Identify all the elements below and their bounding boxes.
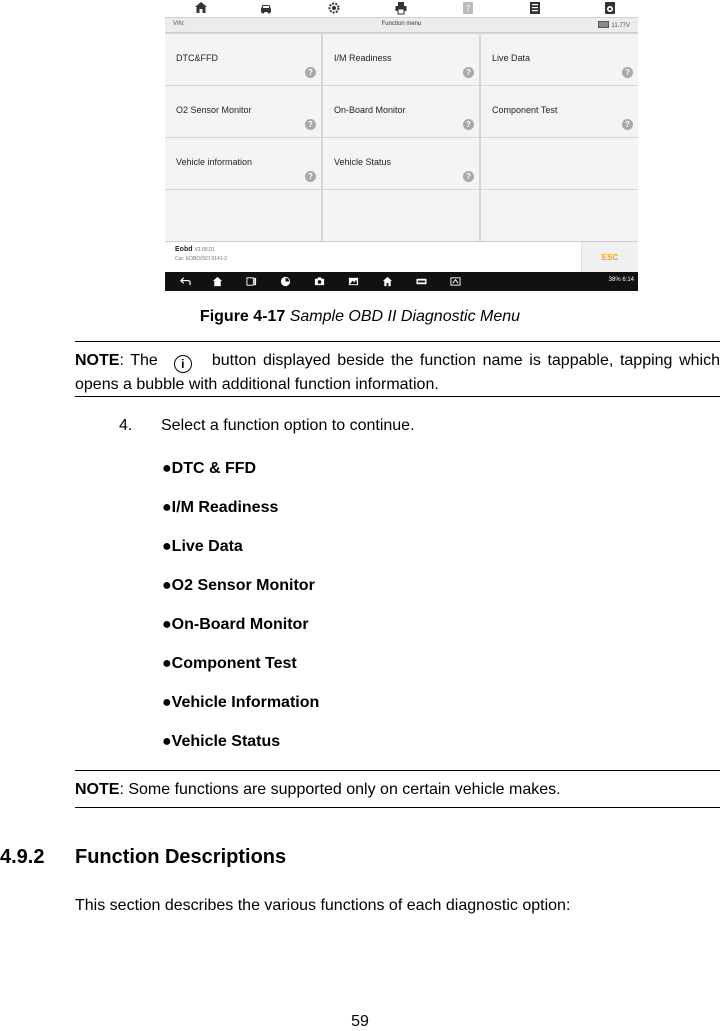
menu-item-empty [481, 190, 638, 241]
menu-item-o2-sensor-monitor[interactable] [165, 86, 321, 137]
voltage-value: 11.77V [611, 23, 630, 29]
svg-text:?: ? [465, 3, 471, 13]
brand-name: Eobd [175, 246, 193, 253]
voltage-indicator [598, 21, 630, 29]
bullet-dot: ● [162, 694, 172, 711]
gear-icon[interactable] [326, 0, 342, 15]
note2-top-rule [75, 770, 720, 771]
page-number: 59 [351, 1013, 369, 1030]
screen-footer [165, 241, 638, 272]
back-icon[interactable] [179, 275, 191, 287]
note-label: NOTE [75, 781, 120, 798]
figure-number: Figure 4-17 [199, 308, 286, 325]
menu-item-live-data[interactable] [481, 34, 638, 85]
bullet-item [162, 460, 256, 478]
bullet-item [162, 733, 280, 751]
bullet-text: Component Test [171, 655, 297, 672]
note-label: NOTE [75, 352, 120, 369]
menu-item-empty [481, 138, 638, 189]
note2-bottom-rule [75, 807, 720, 808]
menu-item-vehicle-information[interactable] [165, 138, 321, 189]
menu-item-label: Live Data [492, 53, 531, 63]
camera-icon[interactable] [313, 275, 325, 287]
car-icon[interactable] [258, 0, 274, 15]
data-icon[interactable] [602, 0, 618, 15]
bullet-dot: ● [162, 460, 172, 477]
help-icon[interactable]: ? [305, 119, 316, 130]
bullet-item [162, 538, 243, 556]
menu-item-label: Vehicle Status [334, 157, 392, 167]
status-bar [165, 17, 638, 33]
bullet-dot: ● [162, 538, 172, 555]
system-status: 38% 6:14 [608, 277, 634, 283]
bullet-text: I/M Readiness [171, 499, 279, 516]
section-title: Function Descriptions [75, 846, 287, 868]
bullet-dot: ● [162, 655, 172, 672]
menu-item-vehicle-status[interactable] [323, 138, 479, 189]
menu-item-im-readiness[interactable] [323, 34, 479, 85]
menu-item-label: On-Board Monitor [334, 105, 406, 115]
menu-item-label: O2 Sensor Monitor [176, 105, 252, 115]
help-icon[interactable]: ? [622, 119, 633, 130]
recent-apps-icon[interactable] [245, 275, 257, 287]
bullet-dot: ● [162, 616, 172, 633]
note-text: : Some functions are supported only on certain vehicle makes. [119, 781, 561, 798]
bullet-item [162, 616, 309, 634]
bullet-item [162, 655, 297, 673]
menu-item-label: I/M Readiness [334, 53, 392, 63]
top-toolbar [165, 0, 638, 17]
battery-icon [598, 21, 609, 28]
brand-label [175, 246, 214, 253]
bullet-item [162, 577, 315, 595]
step-text: Select a function option to continue. [161, 417, 415, 434]
bullet-text: DTC & FFD [171, 460, 257, 477]
esc-button[interactable]: ESC [581, 242, 638, 272]
note-bottom-rule [75, 396, 720, 397]
note-pre-text: : The [119, 352, 158, 369]
info-icon: i [174, 355, 192, 373]
menu-item-label: DTC&FFD [176, 53, 218, 63]
menu-item-empty [323, 190, 479, 241]
vci-icon[interactable] [415, 275, 427, 287]
vin-label: VIN: [173, 21, 185, 27]
figure-caption [0, 308, 720, 326]
menu-item-on-board-monitor[interactable] [323, 86, 479, 137]
bullet-text: O2 Sensor Monitor [171, 577, 315, 594]
screenshot-figure [165, 0, 638, 291]
android-nav-bar [165, 272, 638, 291]
help-icon[interactable] [460, 0, 476, 15]
help-icon[interactable]: ? [305, 171, 316, 182]
bullet-text: On-Board Monitor [171, 616, 309, 633]
save-icon[interactable] [527, 0, 543, 15]
version-label: V2.00.01 [194, 247, 215, 253]
menu-item-dtc-ffd[interactable] [165, 34, 321, 85]
bullet-text: Vehicle Information [171, 694, 320, 711]
remote-icon[interactable] [449, 275, 461, 287]
step-4 [119, 417, 415, 435]
section-number: 4.9.2 [0, 846, 45, 868]
bullet-dot: ● [162, 733, 172, 750]
gallery-icon[interactable] [347, 275, 359, 287]
home-screen-icon[interactable] [381, 275, 393, 287]
home-icon[interactable] [193, 0, 209, 15]
home-icon[interactable] [211, 275, 223, 287]
note-text: button displayed beside the function name is tappable, tapping which opens a bubble with additional function information. [75, 352, 720, 393]
bullet-dot: ● [162, 577, 172, 594]
help-icon[interactable]: ? [463, 119, 474, 130]
bullet-dot: ● [162, 499, 172, 516]
bullet-text: Vehicle Status [171, 733, 281, 750]
function-menu-grid [165, 33, 638, 241]
screen-title: Function menu [381, 21, 422, 27]
help-icon[interactable]: ? [463, 67, 474, 78]
section-paragraph: This section describes the various functions of each diagnostic option: [75, 897, 571, 914]
step-number: 4. [119, 417, 133, 434]
note-vehicle-makes [75, 781, 561, 799]
bullet-item [162, 694, 319, 712]
print-icon[interactable] [393, 0, 409, 15]
help-icon[interactable]: ? [622, 67, 633, 78]
note-info-button [75, 349, 720, 397]
figure-title: Sample OBD II Diagnostic Menu [289, 308, 521, 325]
browser-icon[interactable] [279, 275, 291, 287]
menu-item-component-test[interactable] [481, 86, 638, 137]
menu-item-label: Vehicle information [176, 157, 253, 167]
car-protocol-label: Car: EOBD/ISO 9141-2 [175, 256, 227, 262]
section-heading [0, 846, 286, 869]
menu-item-empty [165, 190, 321, 241]
menu-item-label: Component Test [492, 105, 558, 115]
help-icon[interactable]: ? [305, 67, 316, 78]
note-top-rule [75, 341, 720, 342]
bullet-text: Live Data [171, 538, 243, 555]
help-icon[interactable]: ? [463, 171, 474, 182]
bullet-item [162, 499, 278, 517]
